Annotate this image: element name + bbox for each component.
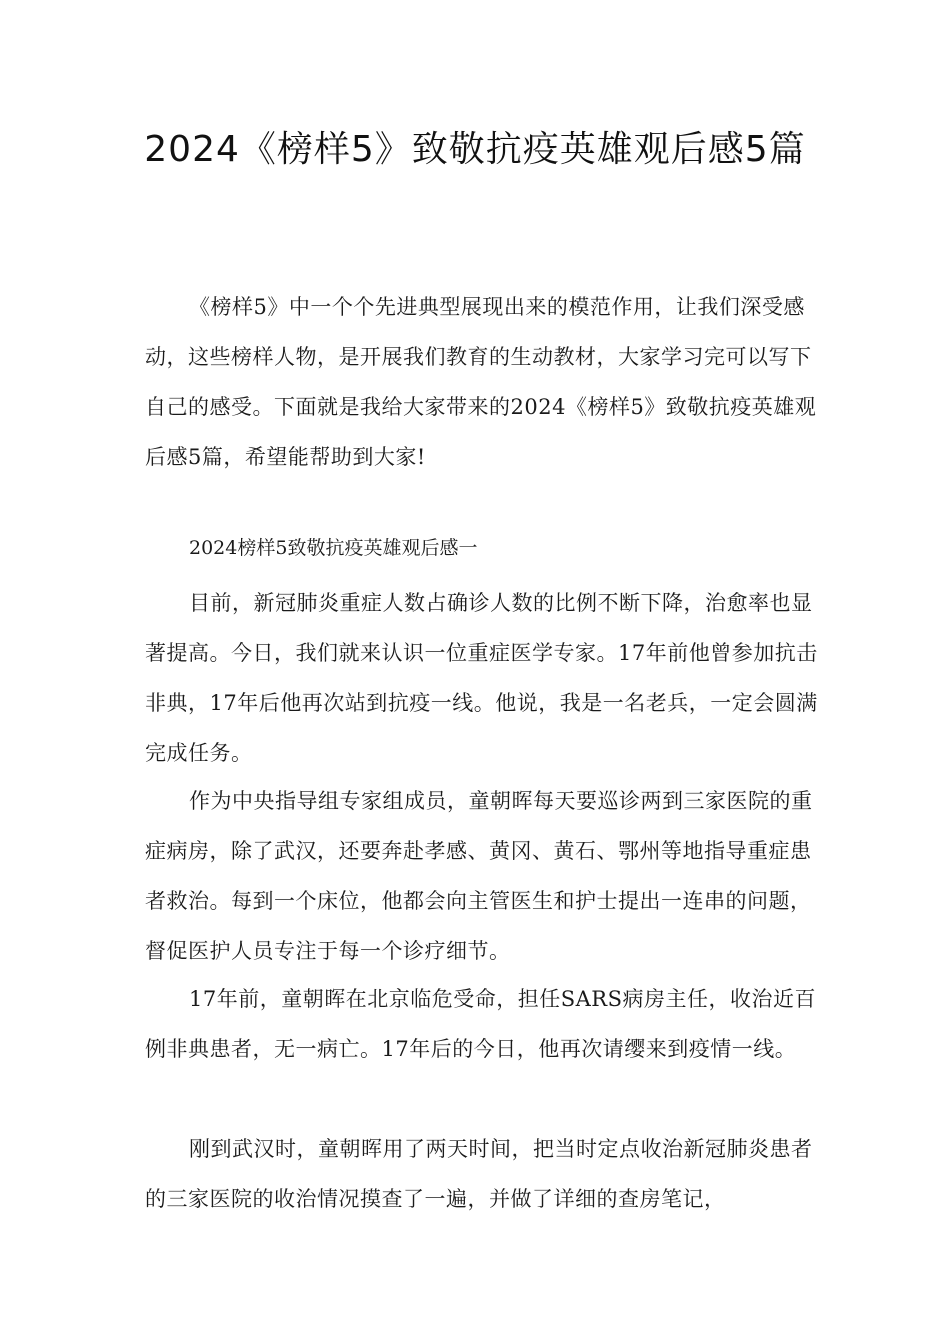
body-paragraph-3: 17年前，童朝晖在北京临危受命，担任SARS病房主任，收治近百例非典患者，无一病亡。17年后的今日，他再次请缨来到疫情一线。 (145, 987, 816, 1061)
document-title: 2024《榜样5》致敬抗疫英雄观后感5篇 (144, 129, 806, 170)
intro-paragraph: 《榜样5》中一个个先进典型展现出来的模范作用，让我们深受感动，这些榜样人物，是开展我们教育的生动教材，大家学习完可以写下自己的感受。下面就是我给大家带来的2024《榜样5》致敬抗疫英雄观后感5篇，希望能帮助到大家! (145, 295, 817, 469)
body-paragraph-4: 刚到武汉时，童朝晖用了两天时间，把当时定点收治新冠肺炎患者的三家医院的收治情况摸查了一遍，并做了详细的查房笔记， (145, 1137, 813, 1211)
section-heading: 2024榜样5致敬抗疫英雄观后感一 (189, 537, 478, 559)
body-paragraph-1: 目前，新冠肺炎重症人数占确诊人数的比例不断下降，治愈率也显著提高。今日，我们就来认识一位重症医学专家。17年前他曾参加抗击非典，17年后他再次站到抗疫一线。他说，我是一名老兵，一定会圆满完成任务。 (145, 591, 818, 765)
body-paragraph-2: 作为中央指导组专家组成员，童朝晖每天要巡诊两到三家医院的重症病房，除了武汉，还要奔赴孝感、黄冈、黄石、鄂州等地指导重症患者救治。每到一个床位，他都会向主管医生和护士提出一连串的问题，督促医护人员专注于每一个诊疗细节。 (145, 789, 813, 963)
